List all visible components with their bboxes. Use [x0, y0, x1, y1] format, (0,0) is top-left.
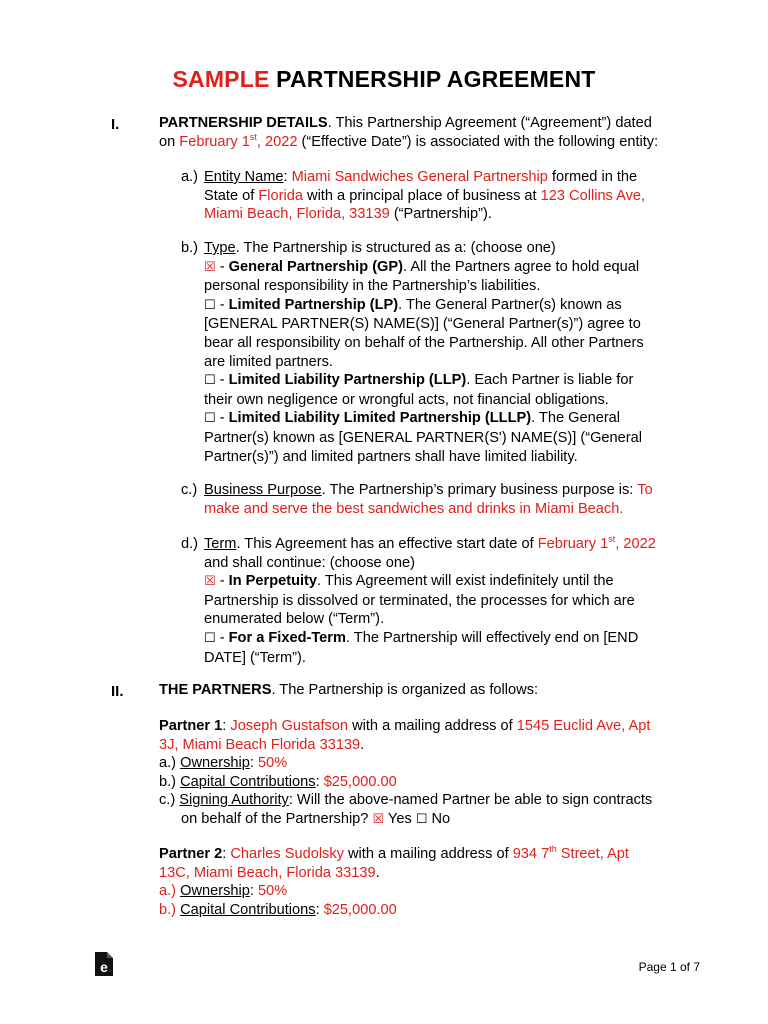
- title-main: PARTNERSHIP AGREEMENT: [276, 66, 596, 92]
- lllp-checkbox[interactable]: ☐: [204, 411, 216, 427]
- partner-1-capital: $25,000.00: [323, 773, 397, 790]
- partner-1-label: Partner 1: [159, 718, 223, 734]
- title-sample: SAMPLE: [172, 66, 270, 92]
- perpetuity-checkbox[interactable]: ☒: [204, 574, 216, 590]
- partner-2: Partner 2: Charles Sudolsky with a mailing address of 934 7th Street, Apt 13C, Miami Beach, Florida 33139. a.) Ownership: 50% b.) Capital Contributions: $25,000.00: [159, 844, 629, 918]
- partner-1: Partner 1: Joseph Gustafson with a mailing address of 1545 Euclid Ave, Apt 3J, Miami Beach Florida 33139. a.) Ownership: 50% b.) Capital Contributions: $25,000.00 c.) Signing Authority: Will the above-named Partner be able to sign contracts on behalf of the Partnership? ☒ Yes ☐ No: [159, 718, 653, 827]
- type-label: Type: [204, 240, 236, 256]
- entity-name-label: Entity Name: [204, 169, 284, 185]
- entity-state: Florida: [258, 187, 303, 204]
- signing-no-checkbox[interactable]: ☐: [415, 811, 428, 827]
- term-label: Term: [204, 536, 237, 552]
- partner-2-label: Partner 2: [159, 846, 223, 862]
- partner-1-ownership: 50%: [257, 755, 288, 772]
- effective-date: February 1st, 2022: [179, 131, 298, 150]
- partner-1-address: 3J, Miami Beach Florida 33139: [159, 736, 361, 753]
- section-1-heading: PARTNERSHIP DETAILS: [159, 115, 328, 131]
- partner-2-address: 13C, Miami Beach, Florida 33139: [159, 864, 376, 881]
- section-1-number: I.: [111, 116, 120, 133]
- section-2-heading: THE PARTNERS: [159, 682, 272, 698]
- term-start-date: February 1st, 2022: [537, 534, 656, 552]
- purpose-value: make and serve the best sandwiches and drinks in Miami Beach.: [204, 500, 624, 517]
- entity-name-value: Miami Sandwiches General Partnership: [291, 169, 548, 185]
- partner-2-ownership: 50%: [257, 883, 288, 900]
- partner-2-capital: $25,000.00: [323, 901, 397, 918]
- section-2-intro: THE PARTNERS. The Partnership is organized as follows:: [159, 682, 539, 698]
- gp-checkbox[interactable]: ☒: [204, 259, 216, 275]
- page-number: Page 1 of 7: [638, 960, 700, 974]
- svg-text:e: e: [100, 959, 108, 975]
- llp-checkbox[interactable]: ☐: [204, 373, 216, 389]
- partner-2-name: Charles Sudolsky: [230, 846, 344, 862]
- document-title: [0, 66, 768, 93]
- entity-address-line1: 123 Collins Ave,: [540, 187, 646, 204]
- document-page: SAMPLE PARTNERSHIP AGREEMENT I. PARTNERSHIP DETAILS. This Partnership Agreement (“Agreement”) dated on February 1st, 2022 (“Effective Date”) is associated with the following entity: a.) Entity Name: Miami Sandwiches General Partnership formed in the State of Florida with a principal place of business at 123 Collins Ave, Miami Beach, Florida, 33139 (“Partnership”). b.) Type. The Partnership is structured as a: (choose one) ☒ - General Partnership (GP). All the Partners agree to hold equal personal responsibility in the Partnership’s liabilities. ☐ - Limited Partnership (LP). The General Partner(s) known as [GENERAL PARTNER(S) NAME(S)] (“General Partner(s)”) agree to bear all responsibility on behalf of the Partnership. All other Partners are limited partners. ☐ - Limited Liability Partnership (LLP). Each Partner is liable for their own negligence or wrongful acts, not financial obligations. ☐ - Limited Liability Limited Partnership (LLLP). The General Partner(s) known as [GENERAL PARTNER(S') NAME(S)] (“General Partner(s)”) and limited partners shall have limited liability. c.) Business Purpose. The Partnership’s primary business purpose is: To make and serve the best sandwiches and drinks in Miami Beach. d.) Term. This Agreement has an effective start date of February 1st, 2022 and shall continue: (choose one) ☒ - In Perpetuity. This Agreement will exist indefinitely until the Partnership is dissolved or terminated, the processes for which are enumerated below (“Term”). ☐ - For a Fixed-Term. The Partnership will effectively end on [END DATE] (“Term”). II. THE PARTNERS. The Partnership is organized as follows: Partner 1: Joseph Gustafson with a mailing address of 1545 Euclid Ave, Apt 3J, Miami Beach Florida 33139. a.) Ownership: 50% b.) Capital Contributions: $25,000.00 c.) Signing Authority: Will the above-named Partner be able to sign contracts on behalf of the Partnership? ☒ Yes ☐ No Partner 2: Charles Sudolsky with a mailing address of 934 7th Street, Apt 13C, Miami Beach, Florida 33139. a.) Ownership: 50% b.) Capital Contributions: $25,000.00 e Page 1 of 7: [0, 0, 768, 1024]
- partner-1-name: Joseph Gustafson: [230, 718, 349, 734]
- fixed-term-checkbox[interactable]: ☐: [204, 630, 216, 646]
- lp-checkbox[interactable]: ☐: [204, 297, 216, 313]
- signing-yes-checkbox[interactable]: ☒: [372, 811, 385, 827]
- section-2-number: II.: [111, 683, 124, 700]
- section-1-intro: PARTNERSHIP DETAILS. This Partnership Agreement (“Agreement”) dated on February 1st, 2022 (“Effective Date”) is associated with the following entity:: [159, 115, 659, 150]
- purpose-label: Business Purpose: [204, 482, 322, 498]
- eforms-logo-icon: [94, 951, 114, 977]
- entity-address-line2: Miami Beach, Florida, 33139: [204, 206, 390, 223]
